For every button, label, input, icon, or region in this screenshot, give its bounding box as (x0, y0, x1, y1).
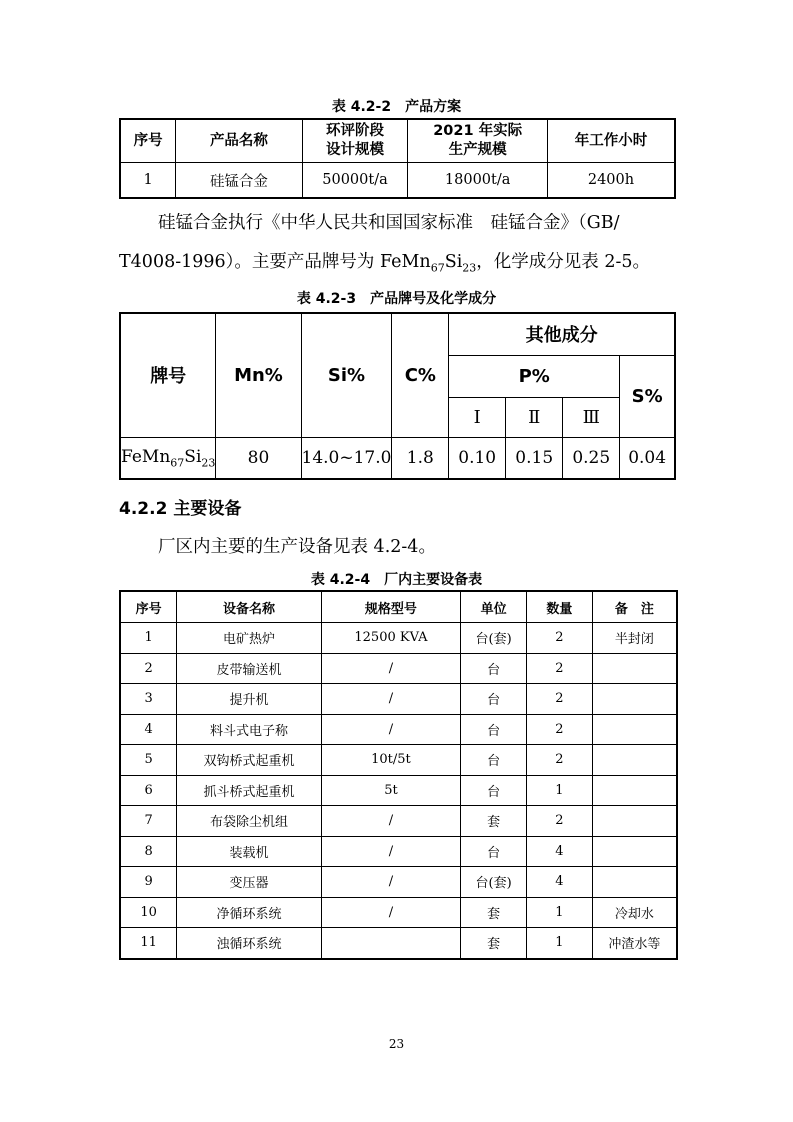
table3-header-cell: 设备名称 (177, 591, 321, 623)
cell-brand (120, 437, 216, 479)
table-cell: 台 (461, 714, 527, 745)
table1-header-cell: 产品名称 (176, 119, 302, 163)
table-cell: 5 (120, 745, 177, 776)
table-cell (592, 806, 677, 837)
header-brand: 牌号 (120, 313, 216, 437)
table-row (120, 836, 677, 867)
table-cell (592, 745, 677, 776)
table-cell: 抓斗桥式起重机 (177, 775, 321, 806)
table1-header-row (120, 119, 675, 163)
table-cell: 1 (120, 623, 177, 654)
table-cell: 2400h (547, 163, 675, 199)
table-row (120, 775, 677, 806)
section-text: 厂区内主要的生产设备见表 4.2-4。 (158, 537, 436, 557)
table-cell: 2 (527, 653, 593, 684)
brand-sub-2: 23 (201, 455, 216, 469)
table-row (120, 745, 677, 776)
cell-p1: 0.10 (449, 437, 506, 479)
table-cell: 皮带输送机 (177, 653, 321, 684)
chemical-composition-table (119, 312, 676, 480)
table-cell: / (321, 684, 461, 715)
table-cell: 6 (120, 775, 177, 806)
table-cell: 10t/5t (321, 745, 461, 776)
table-cell: 台(套) (461, 623, 527, 654)
header-p-grade-2: Ⅱ (506, 397, 563, 437)
table-cell: / (321, 897, 461, 928)
brand-text-b: Si (184, 446, 202, 467)
table-row (120, 684, 677, 715)
table-cell: 2 (120, 653, 177, 684)
table-cell: 18000t/a (408, 163, 548, 199)
table-cell: 硅锰合金 (176, 163, 302, 199)
table1-header-cell: 环评阶段 设计规模 (302, 119, 408, 163)
table-row (120, 928, 677, 959)
table-cell: 电矿热炉 (177, 623, 321, 654)
table-cell: 双钩桥式起重机 (177, 745, 321, 776)
table-cell: 半封闭 (592, 623, 677, 654)
table-cell: 4 (527, 836, 593, 867)
table-cell: 11 (120, 928, 177, 959)
table-row (120, 714, 677, 745)
table-cell: 7 (120, 806, 177, 837)
table-cell: 8 (120, 836, 177, 867)
brand-text-a: FeMn (121, 446, 171, 467)
table-cell: / (321, 653, 461, 684)
cell-p3: 0.25 (563, 437, 620, 479)
table-cell: 1 (527, 897, 593, 928)
table2-data-row (120, 437, 675, 479)
table-cell (592, 836, 677, 867)
table-cell: 台 (461, 775, 527, 806)
table-cell: 套 (461, 928, 527, 959)
paragraph-line-2 (119, 248, 650, 275)
table-cell: 9 (120, 867, 177, 898)
table-cell: 台 (461, 653, 527, 684)
header-si: Si% (301, 313, 392, 437)
table-cell: 冷却水 (592, 897, 677, 928)
table-cell: 50000t/a (302, 163, 408, 199)
table-cell: / (321, 867, 461, 898)
cell-c: 1.8 (392, 437, 449, 479)
table-cell: 套 (461, 806, 527, 837)
table3-header-cell: 序号 (120, 591, 177, 623)
header-s: S% (620, 355, 675, 437)
table-cell: / (321, 806, 461, 837)
cell-si: 14.0~17.0 (301, 437, 392, 479)
table3-header-cell: 规格型号 (321, 591, 461, 623)
paragraph-text-b: Si (444, 252, 463, 272)
header-mn: Mn% (216, 313, 301, 437)
table-cell: 2 (527, 806, 593, 837)
table-cell: 4 (527, 867, 593, 898)
table3-caption: 表 4.2-4 厂内主要设备表 (310, 572, 483, 588)
table-cell: 3 (120, 684, 177, 715)
table-row (120, 897, 677, 928)
table-row (120, 623, 677, 654)
table-cell: 冲渣水等 (592, 928, 677, 959)
table-cell: 台(套) (461, 867, 527, 898)
table-cell: / (321, 714, 461, 745)
table-cell: 2 (527, 714, 593, 745)
page-number: 23 (388, 1037, 405, 1051)
table-cell: 5t (321, 775, 461, 806)
brand-sub-1: 67 (170, 455, 185, 469)
table-row (120, 163, 675, 199)
table-cell: 1 (120, 163, 176, 199)
table-cell: 布袋除尘机组 (177, 806, 321, 837)
table-cell: / (321, 836, 461, 867)
table3-header-cell: 备 注 (592, 591, 677, 623)
table-cell: 装载机 (177, 836, 321, 867)
table-cell: 台 (461, 745, 527, 776)
table-cell: 1 (527, 775, 593, 806)
table3-header-cell: 数量 (527, 591, 593, 623)
table-cell: 提升机 (177, 684, 321, 715)
cell-s: 0.04 (620, 437, 675, 479)
header-p: P% (449, 355, 620, 397)
table1-header-cell: 序号 (120, 119, 176, 163)
product-plan-table (119, 118, 676, 199)
table1-caption: 表 4.2-2 产品方案 (331, 99, 462, 115)
table1-header-cell: 2021 年实际 生产规模 (408, 119, 548, 163)
table-cell (592, 684, 677, 715)
table-cell: 2 (527, 623, 593, 654)
cell-p2: 0.15 (506, 437, 563, 479)
table-cell: 台 (461, 684, 527, 715)
table-cell: 变压器 (177, 867, 321, 898)
header-p-grade-3: Ⅲ (563, 397, 620, 437)
cell-mn: 80 (216, 437, 301, 479)
table-cell: 净循环系统 (177, 897, 321, 928)
header-p-grade-1: Ⅰ (449, 397, 506, 437)
section-heading: 4.2.2 主要设备 (119, 499, 242, 519)
table-cell (592, 714, 677, 745)
table-cell: 2 (527, 745, 593, 776)
header-other-components: 其他成分 (449, 313, 675, 355)
table-cell: 台 (461, 836, 527, 867)
table3-header-row (120, 591, 677, 623)
table-cell: 12500 KVA (321, 623, 461, 654)
table3-header-cell: 单位 (461, 591, 527, 623)
equipment-table (119, 590, 678, 960)
table1-header-cell: 年工作小时 (547, 119, 675, 163)
table-cell (592, 653, 677, 684)
table2-caption: 表 4.2-3 产品牌号及化学成分 (296, 291, 497, 307)
paragraph-sub-2: 23 (462, 261, 477, 275)
table-cell: 料斗式电子称 (177, 714, 321, 745)
table-row (120, 806, 677, 837)
paragraph-text-c: ，化学成分见表 2-5。 (476, 252, 651, 272)
paragraph-text-a: T4008-1996）。主要产品牌号为 FeMn (119, 252, 431, 272)
table-cell (592, 775, 677, 806)
table-cell (321, 928, 461, 959)
table-cell (592, 867, 677, 898)
table-cell: 套 (461, 897, 527, 928)
paragraph-sub-1: 67 (430, 261, 445, 275)
table-cell: 浊循环系统 (177, 928, 321, 959)
table-row (120, 653, 677, 684)
table-cell: 10 (120, 897, 177, 928)
header-c: C% (392, 313, 449, 437)
table-cell: 1 (527, 928, 593, 959)
table-cell: 4 (120, 714, 177, 745)
paragraph-line-1: 硅锰合金执行《中华人民共和国国家标准 硅锰合金》（GB/ (158, 213, 620, 233)
table-cell: 2 (527, 684, 593, 715)
table-row (120, 867, 677, 898)
